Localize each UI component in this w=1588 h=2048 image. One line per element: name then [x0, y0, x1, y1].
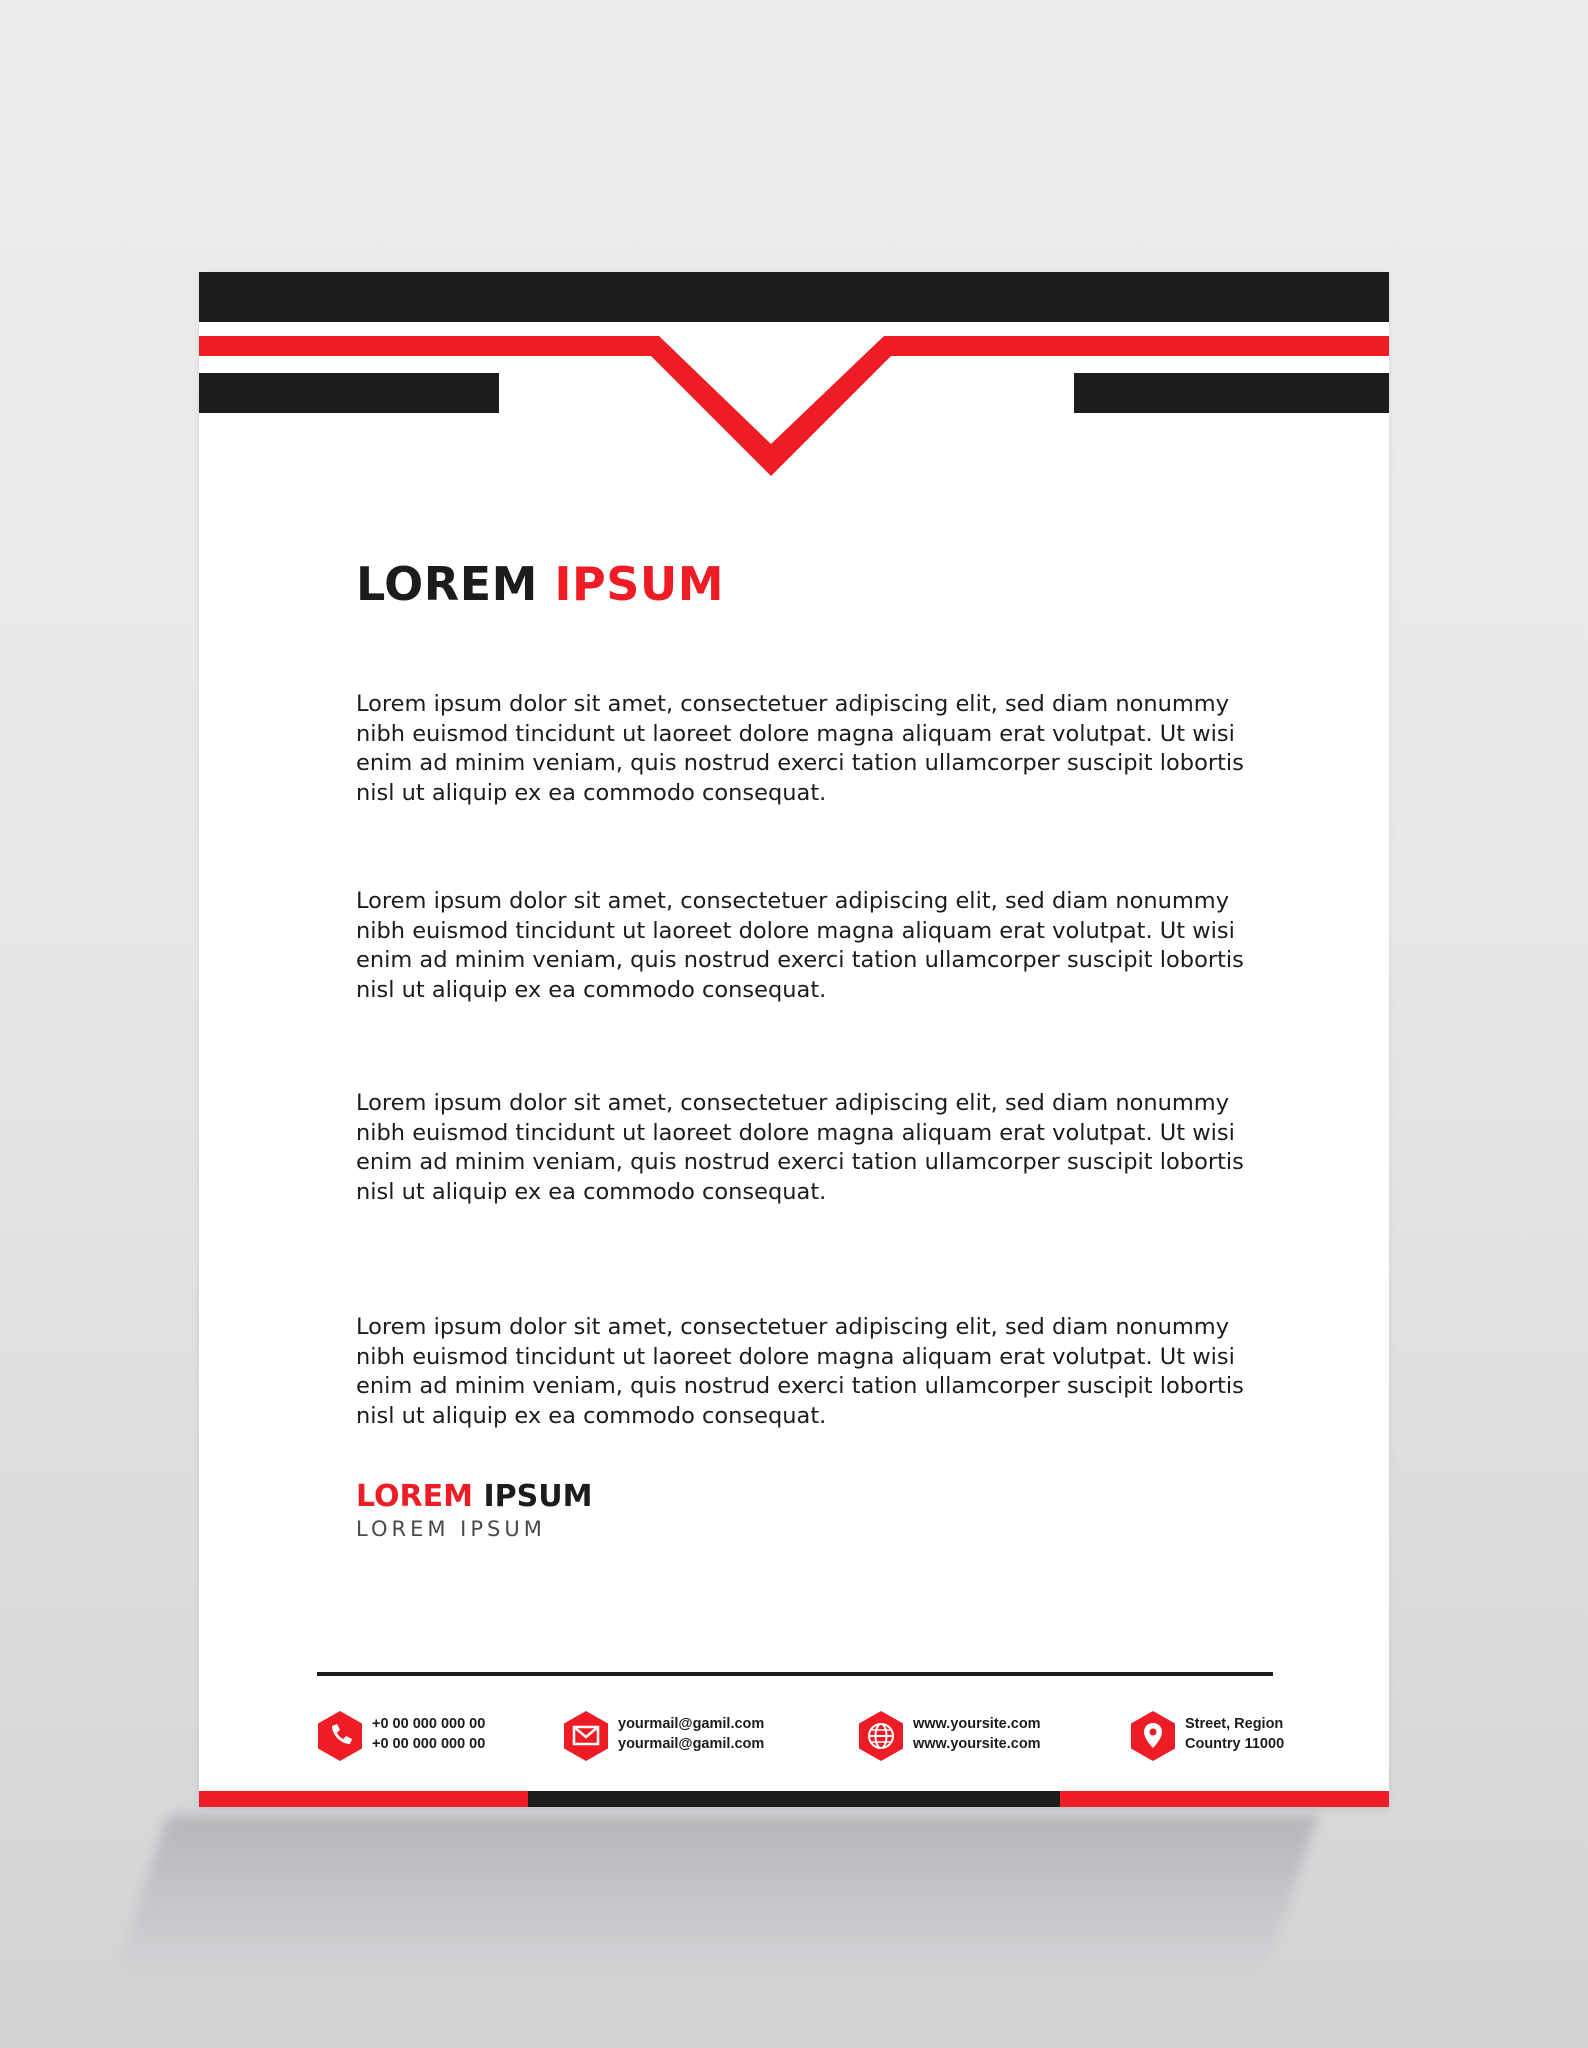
location-pin-icon: [1130, 1710, 1176, 1762]
body-paragraph: Lorem ipsum dolor sit amet, consectetuer adipiscing elit, sed diam nonummy nibh euismod tincidunt ut laoreet dolore magna aliquam erat volutpat. Ut wisi enim ad minim veniam, quis nostrud exerci tation ullamcorper suscipit lobortis nisl ut aliquip ex ea commodo consequat.: [356, 1314, 1244, 1429]
header-left-black-bar: [199, 373, 499, 413]
website-line-1: www.yoursite.com: [913, 1716, 1041, 1732]
body-paragraph: Lorem ipsum dolor sit amet, consectetuer adipiscing elit, sed diam nonummy nibh euismod tincidunt ut laoreet dolore magna aliquam erat volutpat. Ut wisi enim ad minim veniam, quis nostrud exerci tation ullamcorper suscipit lobortis nisl ut aliquip ex ea commodo consequat.: [356, 691, 1244, 806]
signature-name-red: LOREM: [356, 1479, 473, 1514]
footer-divider: [317, 1672, 1273, 1676]
email-line-1: yourmail@gamil.com: [618, 1716, 765, 1732]
header-decoration: [199, 272, 1389, 482]
letterhead-page: [199, 272, 1389, 1807]
contact-email-text: [618, 1714, 764, 1754]
mail-icon: [563, 1710, 609, 1762]
contact-address-text: [1185, 1714, 1284, 1754]
phone-line-2: +0 00 000 000 00: [372, 1736, 486, 1752]
footer-bar-red-left: [199, 1791, 528, 1807]
header-top-black-bar: [199, 272, 1389, 322]
footer-bar-black-center: [528, 1791, 1060, 1807]
footer-bar-red-right: [1060, 1791, 1389, 1807]
body-paragraph: Lorem ipsum dolor sit amet, consectetuer adipiscing elit, sed diam nonummy nibh euismod tincidunt ut laoreet dolore magna aliquam erat volutpat. Ut wisi enim ad minim veniam, quis nostrud exerci tation ullamcorper suscipit lobortis nisl ut aliquip ex ea commodo consequat.: [356, 888, 1244, 1003]
signature-name-dark: IPSUM: [483, 1479, 593, 1514]
signature-subtitle: LOREM IPSUM: [356, 1517, 546, 1541]
phone-line-1: +0 00 000 000 00: [372, 1716, 486, 1732]
website-line-2: www.yoursite.com: [913, 1736, 1041, 1752]
address-line-2: Country 11000: [1185, 1736, 1285, 1752]
title-part-dark: LOREM: [356, 557, 538, 611]
signature-name: [356, 1479, 592, 1514]
email-line-2: yourmail@gamil.com: [618, 1736, 765, 1752]
contact-website-text: [913, 1714, 1041, 1754]
page-shadow: [112, 1815, 1317, 1985]
title-part-red: IPSUM: [554, 557, 725, 611]
phone-icon: [317, 1710, 363, 1762]
contact-phone-text: [372, 1714, 485, 1754]
body-paragraph: Lorem ipsum dolor sit amet, consectetuer adipiscing elit, sed diam nonummy nibh euismod tincidunt ut laoreet dolore magna aliquam erat volutpat. Ut wisi enim ad minim veniam, quis nostrud exerci tation ullamcorper suscipit lobortis nisl ut aliquip ex ea commodo consequat.: [356, 1090, 1244, 1205]
globe-icon: [858, 1710, 904, 1762]
footer-color-bar: [199, 1791, 1389, 1807]
address-line-1: Street, Region: [1185, 1716, 1284, 1732]
header-right-black-bar: [1074, 373, 1389, 413]
letterhead-title: [356, 557, 724, 611]
